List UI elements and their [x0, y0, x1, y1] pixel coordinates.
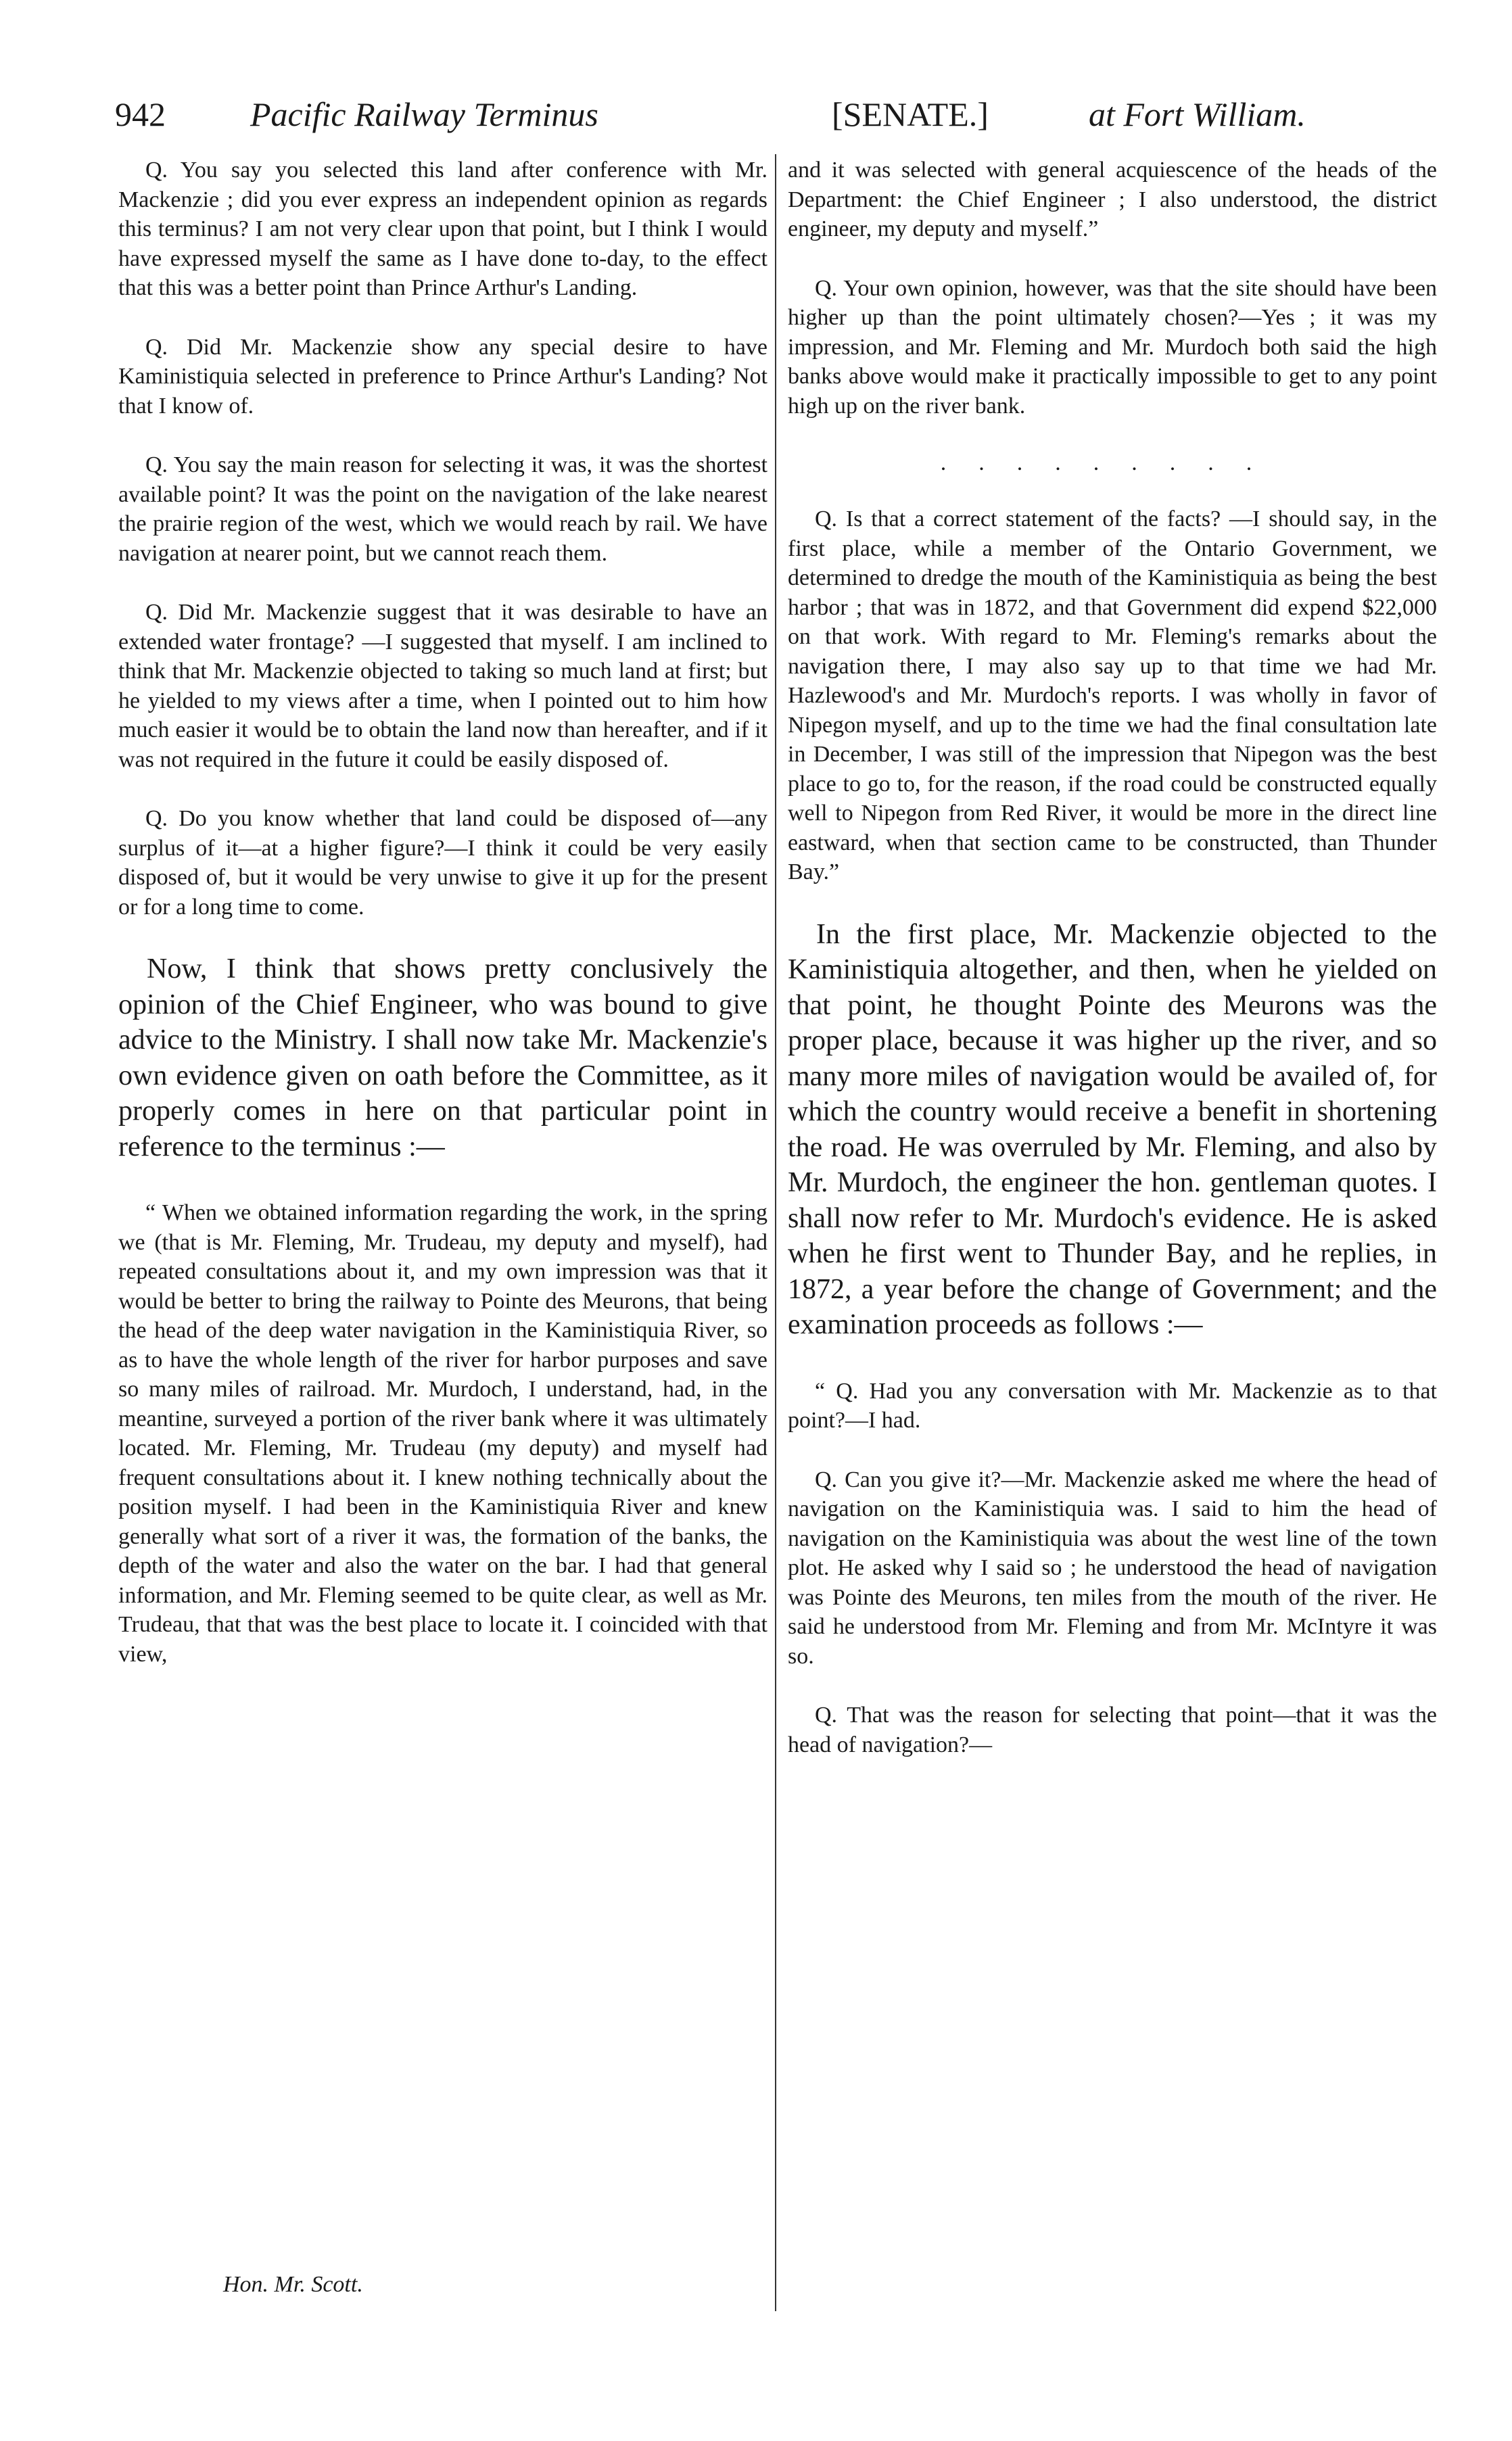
- ellipsis-separator: .........: [940, 450, 1285, 475]
- header-left-title: Pacific Railway Terminus: [250, 95, 598, 133]
- running-header: [115, 95, 1306, 149]
- testimony-paragraph: Q. Is that a correct statement of the facts? —I should say, in the first place, while a member of the Ontario Government, we determined to dredge the mouth of the Kaministiquia as being the best harbor ; that was in 1872, and that Government did expend $22,000 on that work. With regard to Mr. Fleming's remarks about the navigation there, I may also say up to that time we had Mr. Hazlewood's and Mr. Murdoch's reports. I was wholly in favor of Nipegon myself, and up to the time we had the final consultation late in December, I was still of the impression that Nipegon was the best place to go to, for the reason, if the road could be constructed equally well to Nipegon from Red River, it would be more in the direct line eastward, when that section came to be constructed, than Thunder Bay.”: [788, 506, 1437, 884]
- header-center-title: [SENATE.]: [832, 95, 989, 133]
- left-column: [118, 156, 767, 1699]
- testimony-paragraph: and it was selected with general acquiescence of the heads of the Department: the Chief Engineer ; I also understood, the district engineer, my deputy and myself.”: [788, 158, 1437, 241]
- testimony-paragraph: Q. Your own opinion, however, was that the site should have been higher up than the point ultimately chosen?—Yes ; it was my impression, and Mr. Fleming and Mr. Murdoch both said the high banks above would make it practically impossible to get to any point high up on the river bank.: [788, 275, 1437, 419]
- header-right-title: at Fort William.: [1089, 95, 1306, 133]
- speaker-attribution: Hon. Mr. Scott.: [223, 2272, 363, 2297]
- right-column: [788, 156, 1437, 1789]
- testimony-paragraph: Q. Did Mr. Mackenzie show any special desire to have Kaministiquia selected in preference to Prince Arthur's Landing? Not that I know of.: [118, 334, 767, 419]
- testimony-paragraph: Q. Do you know whether that land could be disposed of—any surplus of it—at a higher figure?—I think it could be very easily disposed of, but it would be very unwise to give it up for the present or for a long time to come.: [118, 806, 767, 920]
- testimony-paragraph: Q. Did Mr. Mackenzie suggest that it was desirable to have an extended water frontage? —I suggested that myself. I am inclined to think that Mr. Mackenzie objected to taking so much land at first; but he yielded to my views after a time, when I pointed out to him how much easier it would be to obtain the land now than hereafter, and if it was not required in the future it could be easily disposed of.: [118, 600, 767, 772]
- testimony-paragraph: Q. You say the main reason for selecting it was, it was the shortest available point? It was the point on the navigation of the lake nearest the prairie region of the west, which we would reach by rail. We have navigation at nearer point, but we cannot reach them.: [118, 452, 767, 566]
- testimony-paragraph: “ When we obtained information regarding the work, in the spring we (that is Mr. Fleming, Mr. Trudeau, my deputy and myself), had repeated consultations about it, and my own impression was that it would be better to bring the railway to Pointe des Meurons, that being the head of the deep water navigation in the Kaministiquia River, so as to have the whole length of the river for harbor purposes and save so many miles of railroad. Mr. Murdoch, I understand, had, in the meantine, surveyed a portion of the river bank where it was ultimately located. Mr. Fleming, Mr. Trudeau (my deputy) and myself had frequent consultations about it. I knew nothing technically about the position myself. I had been in the Kaministiquia River and knew generally what sort of a river it was, the formation of the banks, the depth of the water and also the water on the bar. I had that general information, and Mr. Fleming seemed to be quite clear, as well as Mr. Trudeau, that that was the best place to locate it. I coincided with that view,: [118, 1200, 767, 1667]
- testimony-paragraph: Q. You say you selected this land after conference with Mr. Mackenzie ; did you ever express an independent opinion as regards this terminus? I am not very clear upon that point, but I think I would have expressed myself the same as I have done to-day, to the effect that this was a better point than Prince Arthur's Landing.: [118, 158, 767, 300]
- testimony-paragraph: Q. That was the reason for selecting that point—that it was the head of navigation?—: [788, 1703, 1437, 1757]
- page-number: 942: [115, 95, 166, 133]
- testimony-paragraph: Q. Can you give it?—Mr. Mackenzie asked me where the head of navigation on the Kaministiquia was. I said to him the head of navigation on the Kaministiquia was about the west line of the town plot. He asked why I said so ; he understood the head of navigation was Pointe des Meurons, ten miles from the mouth of the river. He said he understood from Mr. Fleming and from Mr. McIntyre it was so.: [788, 1467, 1437, 1669]
- speech-paragraph: Now, I think that shows pretty conclusively the opinion of the Chief Engineer, who was bound to give advice to the Ministry. I shall now take Mr. Mackenzie's own evidence given on oath before the Committee, as it properly comes in here on that particular point in reference to the terminus :—: [118, 953, 767, 1162]
- column-divider: [775, 154, 776, 2311]
- testimony-paragraph: “ Q. Had you any conversation with Mr. Mackenzie as to that point?—I had.: [788, 1378, 1437, 1433]
- speech-paragraph: In the first place, Mr. Mackenzie objected to the Kaministiquia altogether, and then, when he yielded on that point, he thought Pointe des Meurons was the proper place, because it was higher up the river, and so many more miles of navigation would be availed of, for which the country would receive a benefit in shortening the road. He was overruled by Mr. Fleming, and also by Mr. Murdoch, the engineer the hon. gentleman quotes. I shall now refer to Mr. Murdoch's evidence. He is asked when he first went to Thunder Bay, and he replies, in 1872, a year before the change of Government; and the examination proceeds as follows :—: [788, 918, 1437, 1340]
